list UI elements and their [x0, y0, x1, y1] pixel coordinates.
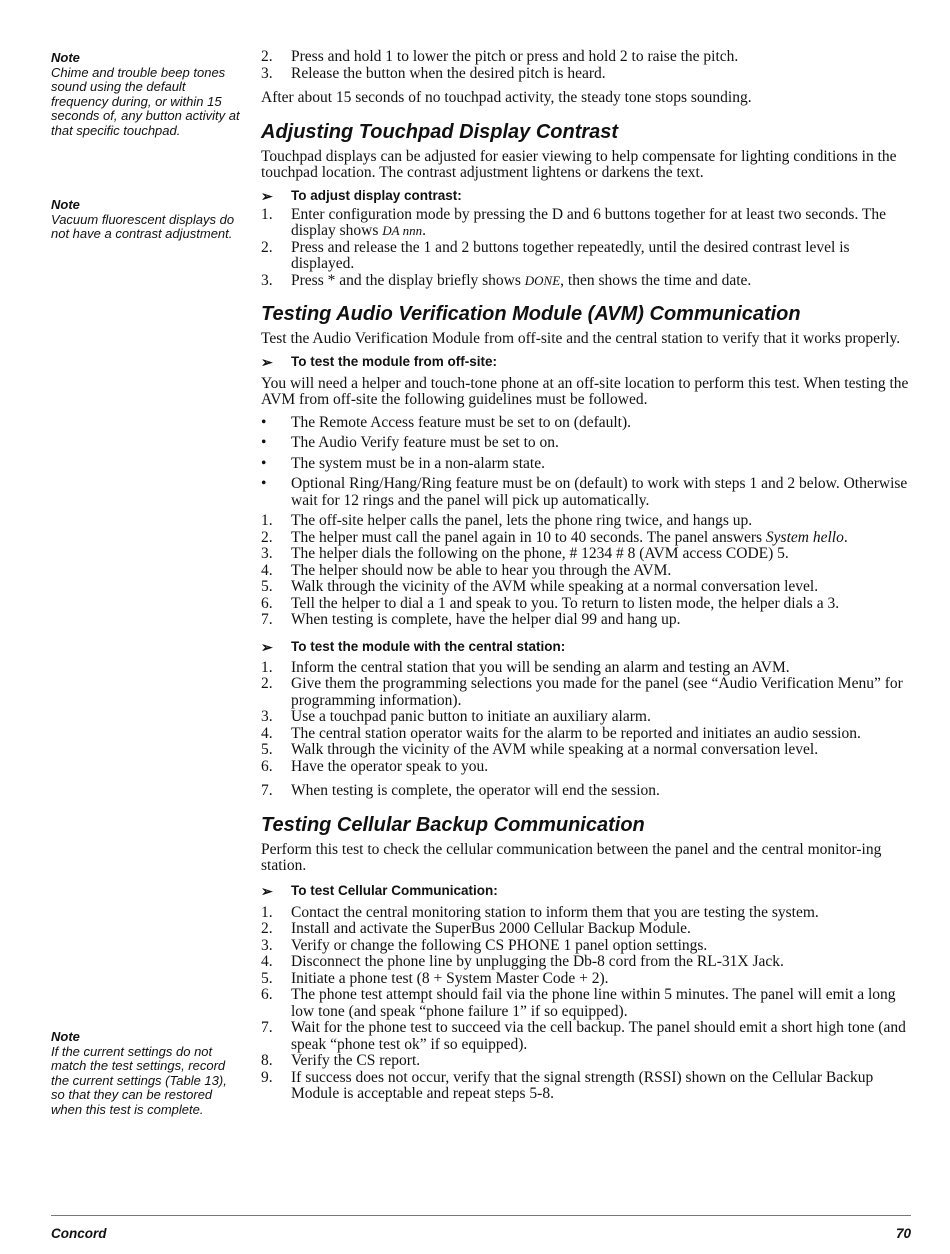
note-label: Note	[51, 50, 80, 65]
list-item: 4. Disconnect the phone line by unplugging the Db-8 cord from the RL-31X Jack.	[261, 953, 784, 970]
list-item: • The Audio Verify feature must be set to on.	[261, 434, 559, 451]
list-item: 3. The helper dials the following on the phone, # 1234 # 8 (AVM access CODE) 5.	[261, 545, 789, 562]
central-steps	[261, 660, 911, 776]
central-final-step	[261, 783, 911, 800]
sidenote-chime	[51, 51, 241, 138]
contrast-steps	[261, 207, 911, 290]
main-content	[261, 49, 911, 1103]
list-item: • The system must be in a non-alarm state.	[261, 454, 545, 472]
guideline-list	[261, 415, 911, 510]
list-item: 9. If success does not occur, verify that the signal strength (RSSI) shown on the Cellular Backup Module is acceptable and repeat steps 5-8.	[261, 1068, 874, 1102]
paragraph: Touchpad displays can be adjusted for easier viewing to help compensate for lighting conditions in the touchpad location. The contrast adjustment lightens or darkens the text.	[261, 147, 897, 181]
pitch-steps	[261, 49, 911, 82]
cellular-steps	[261, 905, 911, 1103]
list-item: 7. Wait for the phone test to succeed via the cell backup. The panel should emit a short high tone (and speak “phone test ok” if so equipped).	[261, 1019, 906, 1053]
paragraph: Perform this test to check the cellular communication between the panel and the central monitor-ing station.	[261, 840, 882, 874]
section-heading-avm: Testing Audio Verification Module (AVM) Communication	[261, 303, 801, 325]
sidenote-vfd	[51, 198, 241, 242]
list-item: 3. Verify or change the following CS PHONE 1 panel option settings.	[261, 936, 708, 954]
list-item: 1. The off-site helper calls the panel, lets the phone ring twice, and hangs up.	[261, 512, 753, 529]
arrow-icon: ➢	[261, 353, 273, 370]
paragraph: After about 15 seconds of no touchpad activity, the steady tone stops sounding.	[261, 89, 752, 106]
list-item: 2. Install and activate the SuperBus 2000 Cellular Backup Module.	[261, 920, 691, 937]
arrow-icon: ➢	[261, 638, 273, 655]
spoken-phrase: System hello	[765, 528, 844, 546]
list-item: 1. Contact the central monitoring station to inform them that you are testing the system.	[261, 903, 819, 921]
list-item: 8. Verify the CS report.	[261, 1052, 421, 1069]
list-item: 4. The helper should now be able to hear you through the AVM.	[261, 561, 672, 579]
section-heading-contrast: Adjusting Touchpad Display Contrast	[261, 120, 619, 143]
list-item: 5. Walk through the vicinity of the AVM while speaking at a normal conversation level.	[261, 741, 819, 758]
list-item: 1. Inform the central station that you will be sending an alarm and testing an AVM.	[261, 658, 790, 676]
procedure-heading: ➢ To test Cellular Communication:	[261, 882, 498, 899]
list-item: 3. Use a touchpad panic button to initiate an auxiliary alarm.	[261, 708, 651, 725]
list-item: 5. Walk through the vicinity of the AVM while speaking at a normal conversation level.	[261, 578, 819, 595]
list-item: 6. The phone test attempt should fail via the phone line within 5 minutes. The panel will emit a long low tone (and speak “phone failure 1” if so equipped).	[261, 986, 896, 1020]
list-item: • The Remote Access feature must be set to on (default).	[261, 413, 632, 431]
list-item: 2. The helper must call the panel again in 10 to 40 seconds. The panel answers System hello.	[261, 528, 848, 546]
note-label: Note	[51, 1029, 80, 1044]
page-number: 70	[895, 1226, 911, 1241]
footer-product-name: Concord	[51, 1226, 107, 1241]
display-code: DONE	[524, 272, 561, 288]
procedure-heading: ➢ To test the module with the central station:	[261, 638, 566, 655]
list-item: 7. When testing is complete, have the helper dial 99 and hang up.	[261, 611, 681, 628]
display-code: DA nnn	[382, 223, 423, 238]
sidenote-settings	[51, 1030, 241, 1117]
procedure-heading: ➢ To test the module from off-site:	[261, 353, 497, 370]
list-item: 6. Have the operator speak to you.	[261, 757, 489, 775]
footer-rule	[51, 1215, 911, 1216]
arrow-icon: ➢	[261, 187, 273, 204]
list-item: • Optional Ring/Hang/Ring feature must be on (default) to work with steps 1 and 2 below. Otherwise wait for 12 rings and the panel will pick up automatically.	[261, 475, 908, 509]
arrow-icon: ➢	[261, 882, 273, 899]
list-item: 7. When testing is complete, the operator will end the session.	[261, 782, 660, 799]
list-item: 5. Initiate a phone test (8 + System Master Code + 2).	[261, 969, 609, 987]
list-item: 2. Press and hold 1 to lower the pitch or press and hold 2 to raise the pitch.	[261, 48, 739, 65]
section-heading-cellular: Testing Cellular Backup Communication	[261, 813, 645, 836]
note-label: Note	[51, 197, 80, 212]
list-item: 3. Release the button when the desired pitch is heard.	[261, 64, 606, 82]
list-item: 2. Give them the programming selections you made for the panel (see “Audio Verification Menu” for programming information).	[261, 675, 903, 709]
paragraph: Test the Audio Verification Module from off-site and the central station to verify that it works properly.	[261, 330, 901, 347]
note-text: Chime and trouble beep tones sound using the default frequency during, or within 15 seconds of, any button activity at that specific touchpad.	[51, 64, 240, 138]
list-item: 2. Press and release the 1 and 2 buttons together repeatedly, until the desired contrast level is displayed.	[261, 238, 850, 272]
note-text: Vacuum fluorescent displays do not have a contrast adjustment.	[51, 211, 235, 241]
procedure-heading: ➢ To adjust display contrast:	[261, 187, 462, 204]
paragraph: You will need a helper and touch-tone phone at an off-site location to perform this test. When testing the AVM from off-site the following guidelines must be followed.	[261, 374, 909, 408]
list-item: 4. The central station operator waits for the alarm to be reported and initiates an audio session.	[261, 724, 861, 742]
offsite-steps	[261, 513, 911, 629]
list-item: 3. Press * and the display briefly shows DONE, then shows the time and date.	[261, 271, 752, 289]
list-item: 1. Enter configuration mode by pressing the D and 6 buttons together for at least two seconds. The display shows DA nnn.	[261, 205, 887, 239]
note-text: If the current settings do not match the test settings, record the current settings (Table 13), so that they can be restored when this test is complete.	[51, 1043, 227, 1117]
list-item: 6. Tell the helper to dial a 1 and speak to you. To return to listen mode, the helper dials a 3.	[261, 594, 840, 612]
